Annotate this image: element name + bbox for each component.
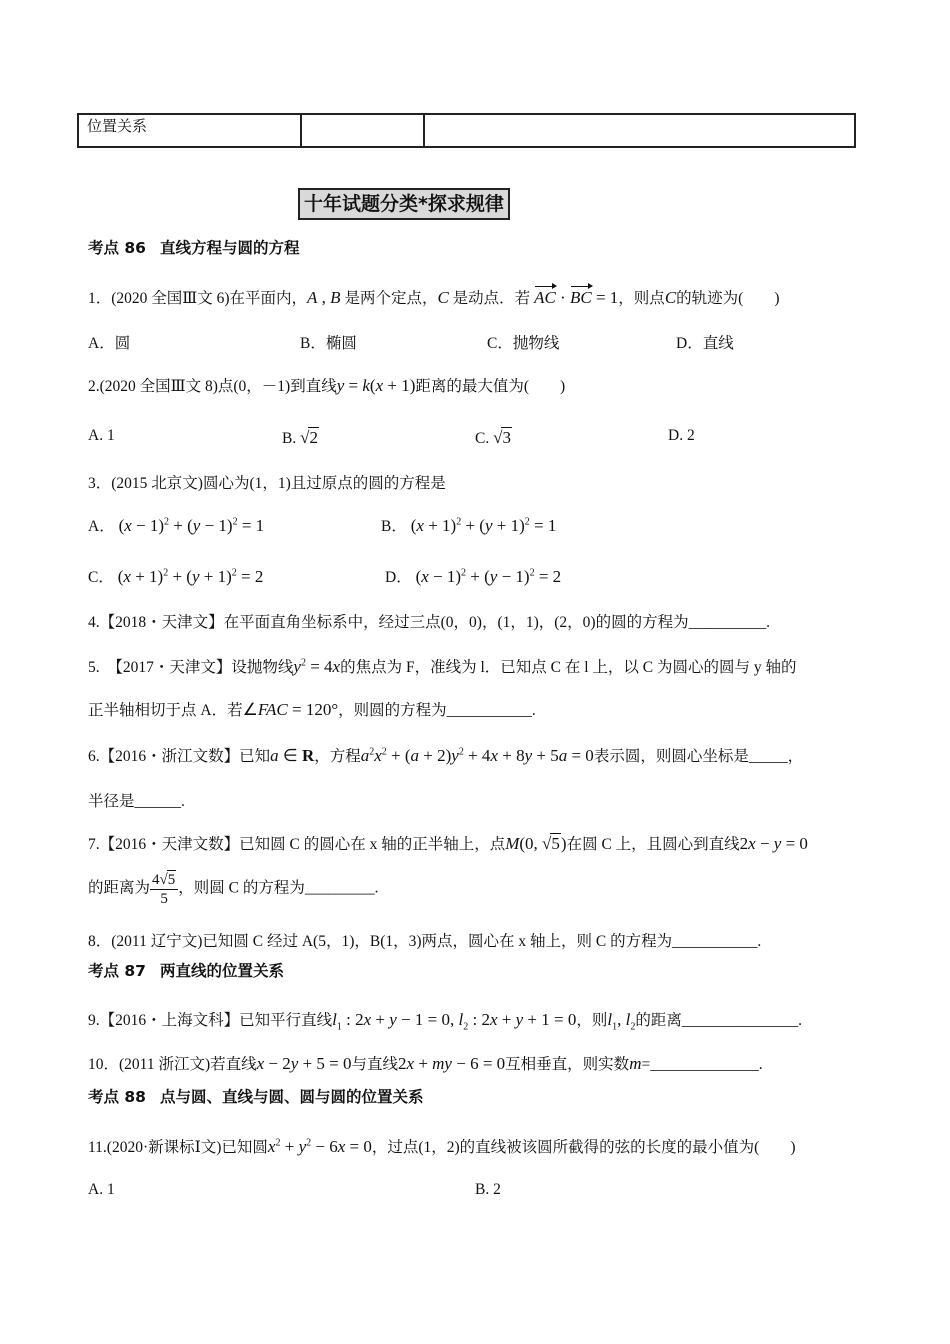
question-6-line-2: 半径是______. <box>88 793 185 810</box>
section-banner: 十年试题分类*探求规律 <box>298 188 510 220</box>
question-7: 7.【2016・天津文数】已知圆 C 的圆心在 x 轴的正半轴上，点M(0, √5)在圆 C 上，且圆心到直线2x − y = 0 <box>88 834 808 853</box>
q1-option-c: C．抛物线 <box>487 335 560 352</box>
question-10: 10．(2011 浙江文)若直线x − 2y + 5 = 0与直线2x + my − 6 = 0互相垂直，则实数m=______________. <box>88 1054 763 1073</box>
q2-option-c: C. √3 <box>475 428 511 447</box>
question-11: 11.(2020·新课标Ⅰ文)已知圆$x^2 + y^2 - 6x = 0$，过点(1，2)的直线被该圆所截得的弦的长度的最小值为( ) <box>88 1137 796 1156</box>
question-4: 4.【2018・天津文】在平面直角坐标系中，经过三点(0，0)，(1，1)，(2，0)的圆的方程为__________. <box>88 614 770 631</box>
q2-option-b: B. √2 <box>282 428 318 447</box>
question-6: 6.【2016・浙江文数】已知a ∈ R，方程$a^2x^2 + (a + 2)y^2 + 4x + 8y + 5a = 0$表示圆，则圆心坐标是_____， <box>88 746 804 765</box>
q1-option-d: D．直线 <box>676 335 734 352</box>
question-2: 2.(2020 全国Ⅲ文 8)点(0，－1)到直线y = k(x + 1)距离的最大值为( ) <box>88 376 566 395</box>
section-heading-87: 考点 87 两直线的位置关系 <box>88 962 284 980</box>
section-heading-86: 考点 86 直线方程与圆的方程 <box>88 239 300 257</box>
section-heading-88: 考点 88 点与圆、直线与圆、圆与圆的位置关系 <box>88 1088 424 1106</box>
q1-option-b: B．椭圆 <box>300 335 357 352</box>
q11-option-b: B. 2 <box>475 1181 501 1198</box>
top-table <box>77 113 856 148</box>
question-5-line-2: 正半轴相切于点 A．若∠FAC = 120°，则圆的方程为___________. <box>88 700 536 719</box>
q3-option-a: A． $(x - 1)^2 + (y - 1)^2 = 1$ <box>88 516 265 535</box>
q11-option-a: A. 1 <box>88 1181 115 1198</box>
q1-option-a: A．圆 <box>88 335 131 352</box>
question-1: 1．(2020 全国Ⅲ文 6)在平面内，A , B 是两个定点，C 是动点．若 AC · BC = 1，则点C的轨迹为( ) <box>88 288 780 307</box>
q3-option-d: D． $(x - 1)^2 + (y - 1)^2 = 2$ <box>385 567 562 586</box>
table-cell <box>301 114 424 147</box>
q3-option-b: B． $(x + 1)^2 + (y + 1)^2 = 1$ <box>381 516 557 535</box>
q3-option-c: C． $(x + 1)^2 + (y + 1)^2 = 2$ <box>88 567 264 586</box>
table-cell-label: 位置关系 <box>78 114 301 147</box>
question-9: 9.【2016・上海文科】已知平行直线$l_1$ : 2x + y − 1 = 0, $l_2$ : 2x + y + 1 = 0，则$l_1$, $l_2$的距离_______________. <box>88 1010 802 1033</box>
question-5: 5. 【2017・天津文】设抛物线$y^2 = 4x$的焦点为 F，准线为 l．已知点 C 在 l 上，以 C 为圆心的圆与 y 轴的 <box>88 657 797 676</box>
table-cell <box>424 114 855 147</box>
q2-option-a: A. 1 <box>88 427 115 444</box>
q2-option-d: D. 2 <box>668 427 695 444</box>
question-3: 3．(2015 北京文)圆心为(1，1)且过原点的圆的方程是 <box>88 475 446 492</box>
question-8: 8．(2011 辽宁文)已知圆 C 经过 A(5，1)，B(1，3)两点，圆心在 x 轴上，则 C 的方程为___________. <box>88 933 762 950</box>
question-7-line-2: 的距离为 $\frac{4√5}{5}$ ，则圆 C 的方程为_________. <box>88 872 379 907</box>
